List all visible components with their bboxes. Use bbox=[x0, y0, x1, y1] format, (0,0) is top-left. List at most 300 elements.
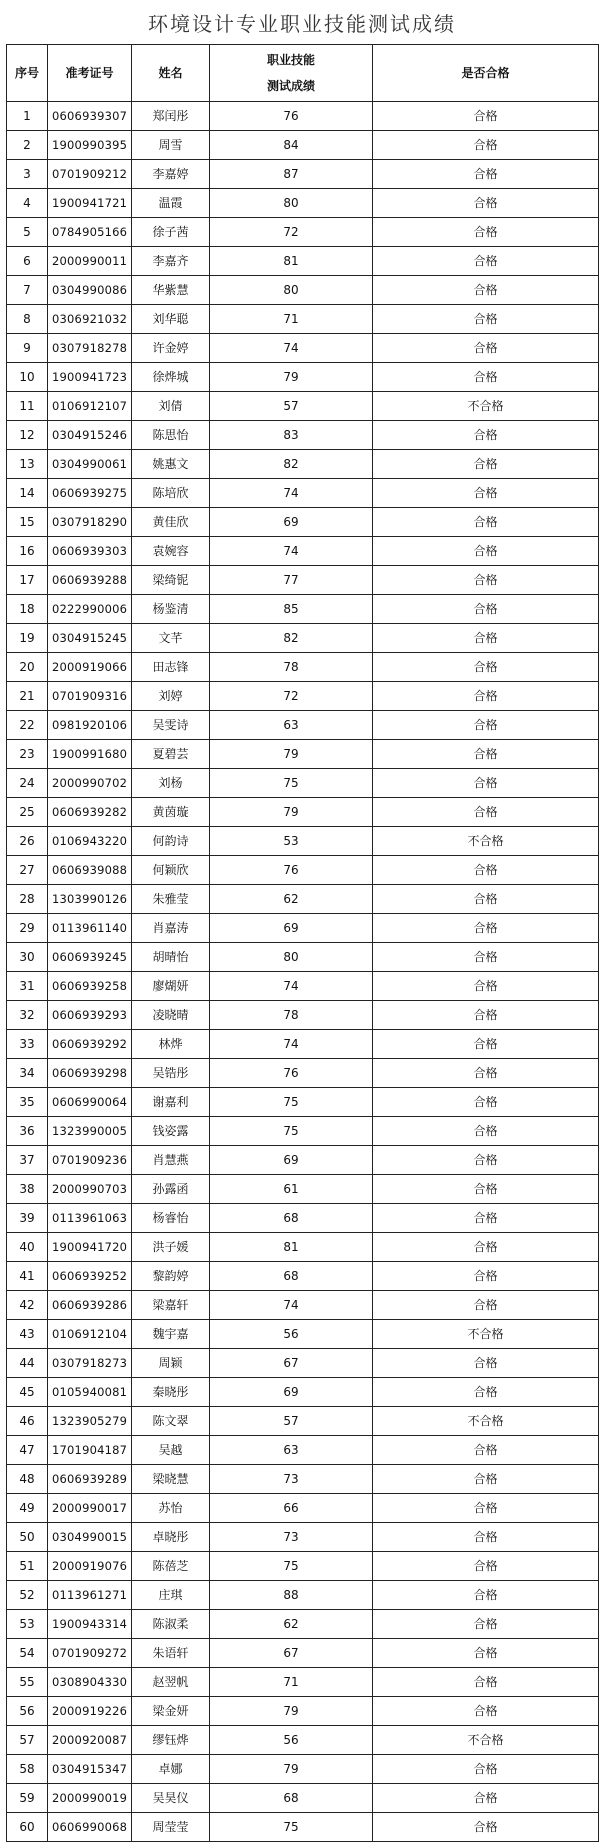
cell-exam-id: 1701904187 bbox=[48, 1436, 132, 1465]
table-row bbox=[7, 1668, 599, 1697]
cell-exam-id: 0304990086 bbox=[48, 276, 132, 305]
cell-no: 50 bbox=[7, 1523, 48, 1552]
cell-name: 梁嘉轩 bbox=[132, 1291, 210, 1320]
cell-score: 75 bbox=[210, 1088, 373, 1117]
cell-pass: 合格 bbox=[373, 1755, 599, 1784]
cell-name: 陈淑柔 bbox=[132, 1610, 210, 1639]
cell-exam-id: 2000990019 bbox=[48, 1784, 132, 1813]
cell-pass: 不合格 bbox=[373, 1726, 599, 1755]
cell-pass: 合格 bbox=[373, 1610, 599, 1639]
cell-pass: 合格 bbox=[373, 218, 599, 247]
cell-score: 62 bbox=[210, 885, 373, 914]
table-row bbox=[7, 885, 599, 914]
table-row bbox=[7, 1784, 599, 1813]
cell-exam-id: 0606939245 bbox=[48, 943, 132, 972]
cell-score: 74 bbox=[210, 1030, 373, 1059]
cell-pass: 合格 bbox=[373, 595, 599, 624]
cell-name: 肖慧燕 bbox=[132, 1146, 210, 1175]
table-row bbox=[7, 305, 599, 334]
cell-name: 廖煳妍 bbox=[132, 972, 210, 1001]
cell-pass: 不合格 bbox=[373, 1320, 599, 1349]
table-row bbox=[7, 1581, 599, 1610]
cell-no: 32 bbox=[7, 1001, 48, 1030]
cell-score: 73 bbox=[210, 1523, 373, 1552]
cell-exam-id: 1900941721 bbox=[48, 189, 132, 218]
cell-name: 黎韵婷 bbox=[132, 1262, 210, 1291]
table-row bbox=[7, 363, 599, 392]
cell-no: 36 bbox=[7, 1117, 48, 1146]
table-row bbox=[7, 1407, 599, 1436]
cell-name: 林烨 bbox=[132, 1030, 210, 1059]
cell-name: 袁婉容 bbox=[132, 537, 210, 566]
cell-score: 79 bbox=[210, 1697, 373, 1726]
cell-no: 14 bbox=[7, 479, 48, 508]
cell-exam-id: 0606939288 bbox=[48, 566, 132, 595]
cell-score: 68 bbox=[210, 1204, 373, 1233]
cell-no: 13 bbox=[7, 450, 48, 479]
cell-no: 3 bbox=[7, 160, 48, 189]
cell-name: 刘婷 bbox=[132, 682, 210, 711]
cell-name: 钱姿露 bbox=[132, 1117, 210, 1146]
cell-no: 21 bbox=[7, 682, 48, 711]
cell-pass: 合格 bbox=[373, 1465, 599, 1494]
table-row bbox=[7, 943, 599, 972]
table-row bbox=[7, 1088, 599, 1117]
cell-score: 74 bbox=[210, 972, 373, 1001]
table-row bbox=[7, 1610, 599, 1639]
table-row bbox=[7, 1262, 599, 1291]
table-row bbox=[7, 1494, 599, 1523]
cell-pass: 合格 bbox=[373, 189, 599, 218]
cell-pass: 合格 bbox=[373, 943, 599, 972]
table-header bbox=[7, 45, 599, 102]
cell-no: 4 bbox=[7, 189, 48, 218]
cell-pass: 合格 bbox=[373, 566, 599, 595]
cell-no: 56 bbox=[7, 1697, 48, 1726]
cell-score: 74 bbox=[210, 537, 373, 566]
cell-score: 81 bbox=[210, 1233, 373, 1262]
table-row bbox=[7, 421, 599, 450]
cell-name: 刘华聪 bbox=[132, 305, 210, 334]
cell-pass: 不合格 bbox=[373, 1407, 599, 1436]
cell-exam-id: 0222990006 bbox=[48, 595, 132, 624]
cell-score: 76 bbox=[210, 1059, 373, 1088]
cell-name: 秦晓彤 bbox=[132, 1378, 210, 1407]
cell-score: 77 bbox=[210, 566, 373, 595]
cell-name: 徐烨城 bbox=[132, 363, 210, 392]
cell-no: 59 bbox=[7, 1784, 48, 1813]
cell-exam-id: 1900943314 bbox=[48, 1610, 132, 1639]
cell-name: 朱雅莹 bbox=[132, 885, 210, 914]
cell-score: 73 bbox=[210, 1465, 373, 1494]
cell-exam-id: 0701909236 bbox=[48, 1146, 132, 1175]
cell-no: 12 bbox=[7, 421, 48, 450]
cell-name: 杨鉴清 bbox=[132, 595, 210, 624]
cell-score: 88 bbox=[210, 1581, 373, 1610]
cell-pass: 合格 bbox=[373, 102, 599, 131]
table-row bbox=[7, 1291, 599, 1320]
cell-no: 27 bbox=[7, 856, 48, 885]
cell-exam-id: 0307918278 bbox=[48, 334, 132, 363]
cell-name: 刘倩 bbox=[132, 392, 210, 421]
cell-score: 74 bbox=[210, 479, 373, 508]
cell-exam-id: 2000919076 bbox=[48, 1552, 132, 1581]
cell-name: 卓晓彤 bbox=[132, 1523, 210, 1552]
cell-exam-id: 0606939286 bbox=[48, 1291, 132, 1320]
cell-name: 周莹莹 bbox=[132, 1813, 210, 1842]
cell-name: 梁晓慧 bbox=[132, 1465, 210, 1494]
cell-exam-id: 2000990017 bbox=[48, 1494, 132, 1523]
cell-exam-id: 0304990061 bbox=[48, 450, 132, 479]
cell-no: 17 bbox=[7, 566, 48, 595]
cell-exam-id: 0606990064 bbox=[48, 1088, 132, 1117]
cell-no: 23 bbox=[7, 740, 48, 769]
cell-exam-id: 0701909272 bbox=[48, 1639, 132, 1668]
table-row bbox=[7, 798, 599, 827]
cell-name: 陈培欣 bbox=[132, 479, 210, 508]
cell-no: 20 bbox=[7, 653, 48, 682]
table-row bbox=[7, 276, 599, 305]
cell-no: 33 bbox=[7, 1030, 48, 1059]
cell-pass: 合格 bbox=[373, 1378, 599, 1407]
cell-pass: 合格 bbox=[373, 1523, 599, 1552]
cell-exam-id: 0113961140 bbox=[48, 914, 132, 943]
cell-pass: 合格 bbox=[373, 711, 599, 740]
cell-score: 85 bbox=[210, 595, 373, 624]
table-row bbox=[7, 682, 599, 711]
cell-pass: 不合格 bbox=[373, 392, 599, 421]
table-row bbox=[7, 1001, 599, 1030]
cell-pass: 合格 bbox=[373, 363, 599, 392]
cell-exam-id: 0304990015 bbox=[48, 1523, 132, 1552]
table-row bbox=[7, 508, 599, 537]
table-row bbox=[7, 624, 599, 653]
cell-name: 徐子茜 bbox=[132, 218, 210, 247]
cell-no: 15 bbox=[7, 508, 48, 537]
cell-score: 78 bbox=[210, 1001, 373, 1030]
cell-pass: 合格 bbox=[373, 1204, 599, 1233]
cell-pass: 合格 bbox=[373, 769, 599, 798]
table-body bbox=[7, 102, 599, 1842]
cell-score: 68 bbox=[210, 1784, 373, 1813]
table-row bbox=[7, 1697, 599, 1726]
cell-exam-id: 1323905279 bbox=[48, 1407, 132, 1436]
cell-score: 57 bbox=[210, 1407, 373, 1436]
cell-no: 18 bbox=[7, 595, 48, 624]
cell-pass: 合格 bbox=[373, 1059, 599, 1088]
cell-name: 郑闰彤 bbox=[132, 102, 210, 131]
cell-name: 吴锆彤 bbox=[132, 1059, 210, 1088]
cell-pass: 合格 bbox=[373, 885, 599, 914]
cell-exam-id: 0113961063 bbox=[48, 1204, 132, 1233]
table-row bbox=[7, 1726, 599, 1755]
cell-pass: 合格 bbox=[373, 508, 599, 537]
cell-no: 57 bbox=[7, 1726, 48, 1755]
cell-name: 胡晴怡 bbox=[132, 943, 210, 972]
cell-pass: 合格 bbox=[373, 1784, 599, 1813]
cell-no: 9 bbox=[7, 334, 48, 363]
cell-score: 57 bbox=[210, 392, 373, 421]
cell-no: 38 bbox=[7, 1175, 48, 1204]
cell-name: 华紫慧 bbox=[132, 276, 210, 305]
cell-pass: 合格 bbox=[373, 334, 599, 363]
cell-pass: 合格 bbox=[373, 1581, 599, 1610]
cell-no: 37 bbox=[7, 1146, 48, 1175]
cell-pass: 合格 bbox=[373, 624, 599, 653]
cell-name: 夏碧芸 bbox=[132, 740, 210, 769]
cell-pass: 合格 bbox=[373, 1175, 599, 1204]
table-row bbox=[7, 1755, 599, 1784]
cell-exam-id: 0304915246 bbox=[48, 421, 132, 450]
table-row bbox=[7, 1030, 599, 1059]
cell-exam-id: 0307918273 bbox=[48, 1349, 132, 1378]
cell-pass: 合格 bbox=[373, 914, 599, 943]
cell-name: 吴越 bbox=[132, 1436, 210, 1465]
cell-pass: 合格 bbox=[373, 1436, 599, 1465]
cell-exam-id: 0308904330 bbox=[48, 1668, 132, 1697]
cell-exam-id: 1303990126 bbox=[48, 885, 132, 914]
cell-no: 46 bbox=[7, 1407, 48, 1436]
cell-no: 42 bbox=[7, 1291, 48, 1320]
cell-score: 75 bbox=[210, 1813, 373, 1842]
table-row bbox=[7, 653, 599, 682]
cell-name: 何颖欣 bbox=[132, 856, 210, 885]
table-row bbox=[7, 1523, 599, 1552]
cell-score: 82 bbox=[210, 450, 373, 479]
cell-name: 梁金妍 bbox=[132, 1697, 210, 1726]
cell-name: 吴雯诗 bbox=[132, 711, 210, 740]
cell-no: 11 bbox=[7, 392, 48, 421]
cell-exam-id: 0606990068 bbox=[48, 1813, 132, 1842]
cell-score: 61 bbox=[210, 1175, 373, 1204]
cell-no: 16 bbox=[7, 537, 48, 566]
cell-exam-id: 0106912104 bbox=[48, 1320, 132, 1349]
cell-name: 吴昊仪 bbox=[132, 1784, 210, 1813]
cell-pass: 合格 bbox=[373, 1088, 599, 1117]
header-no: 序号 bbox=[7, 45, 48, 102]
cell-name: 朱语轩 bbox=[132, 1639, 210, 1668]
cell-exam-id: 2000990702 bbox=[48, 769, 132, 798]
cell-score: 81 bbox=[210, 247, 373, 276]
cell-exam-id: 0606939252 bbox=[48, 1262, 132, 1291]
table-row bbox=[7, 131, 599, 160]
cell-exam-id: 0307918290 bbox=[48, 508, 132, 537]
cell-name: 何韵诗 bbox=[132, 827, 210, 856]
header-score bbox=[210, 45, 373, 102]
cell-no: 51 bbox=[7, 1552, 48, 1581]
cell-name: 李嘉齐 bbox=[132, 247, 210, 276]
cell-score: 74 bbox=[210, 1291, 373, 1320]
cell-exam-id: 1323990005 bbox=[48, 1117, 132, 1146]
cell-exam-id: 0304915347 bbox=[48, 1755, 132, 1784]
cell-name: 卓娜 bbox=[132, 1755, 210, 1784]
cell-name: 梁绮铌 bbox=[132, 566, 210, 595]
cell-score: 80 bbox=[210, 276, 373, 305]
table-row bbox=[7, 218, 599, 247]
cell-name: 黄佳欣 bbox=[132, 508, 210, 537]
cell-no: 28 bbox=[7, 885, 48, 914]
cell-score: 82 bbox=[210, 624, 373, 653]
table-row bbox=[7, 595, 599, 624]
cell-score: 63 bbox=[210, 1436, 373, 1465]
cell-score: 76 bbox=[210, 102, 373, 131]
cell-name: 刘杨 bbox=[132, 769, 210, 798]
cell-no: 24 bbox=[7, 769, 48, 798]
cell-name: 魏宇嘉 bbox=[132, 1320, 210, 1349]
cell-name: 肖嘉涛 bbox=[132, 914, 210, 943]
table-row bbox=[7, 1552, 599, 1581]
table-row bbox=[7, 334, 599, 363]
cell-exam-id: 0606939282 bbox=[48, 798, 132, 827]
page-title: 环境设计专业职业技能测试成绩 bbox=[148, 12, 456, 36]
cell-exam-id: 0606939292 bbox=[48, 1030, 132, 1059]
cell-no: 43 bbox=[7, 1320, 48, 1349]
cell-name: 庄琪 bbox=[132, 1581, 210, 1610]
cell-score: 53 bbox=[210, 827, 373, 856]
cell-pass: 合格 bbox=[373, 856, 599, 885]
cell-no: 8 bbox=[7, 305, 48, 334]
table-row bbox=[7, 1059, 599, 1088]
table-row bbox=[7, 160, 599, 189]
cell-no: 47 bbox=[7, 1436, 48, 1465]
cell-no: 54 bbox=[7, 1639, 48, 1668]
cell-exam-id: 1900990395 bbox=[48, 131, 132, 160]
cell-name: 凌晓晴 bbox=[132, 1001, 210, 1030]
header-name: 姓名 bbox=[132, 45, 210, 102]
table-row bbox=[7, 827, 599, 856]
cell-no: 25 bbox=[7, 798, 48, 827]
cell-exam-id: 2000990011 bbox=[48, 247, 132, 276]
cell-exam-id: 0784905166 bbox=[48, 218, 132, 247]
cell-exam-id: 0606939293 bbox=[48, 1001, 132, 1030]
table-row bbox=[7, 972, 599, 1001]
cell-score: 83 bbox=[210, 421, 373, 450]
cell-pass: 合格 bbox=[373, 1117, 599, 1146]
cell-name: 许金婷 bbox=[132, 334, 210, 363]
cell-pass: 合格 bbox=[373, 1233, 599, 1262]
cell-exam-id: 0306921032 bbox=[48, 305, 132, 334]
table-row bbox=[7, 740, 599, 769]
table-row bbox=[7, 711, 599, 740]
cell-pass: 合格 bbox=[373, 1262, 599, 1291]
header-row bbox=[7, 45, 599, 102]
cell-score: 68 bbox=[210, 1262, 373, 1291]
cell-score: 63 bbox=[210, 711, 373, 740]
table-row bbox=[7, 566, 599, 595]
cell-name: 姚惠文 bbox=[132, 450, 210, 479]
cell-score: 78 bbox=[210, 653, 373, 682]
table-row bbox=[7, 914, 599, 943]
table-row bbox=[7, 1813, 599, 1842]
cell-score: 79 bbox=[210, 740, 373, 769]
cell-score: 72 bbox=[210, 218, 373, 247]
cell-name: 杨睿怡 bbox=[132, 1204, 210, 1233]
cell-no: 6 bbox=[7, 247, 48, 276]
cell-no: 2 bbox=[7, 131, 48, 160]
cell-exam-id: 0113961271 bbox=[48, 1581, 132, 1610]
cell-score: 87 bbox=[210, 160, 373, 189]
cell-exam-id: 0606939088 bbox=[48, 856, 132, 885]
cell-exam-id: 0606939258 bbox=[48, 972, 132, 1001]
header-score-line2: 测试成绩 bbox=[266, 79, 315, 93]
cell-score: 79 bbox=[210, 1755, 373, 1784]
cell-exam-id: 0106912107 bbox=[48, 392, 132, 421]
cell-name: 洪子媛 bbox=[132, 1233, 210, 1262]
cell-pass: 合格 bbox=[373, 1349, 599, 1378]
cell-exam-id: 0606939303 bbox=[48, 537, 132, 566]
header-exam-id: 准考证号 bbox=[48, 45, 132, 102]
cell-exam-id: 0701909212 bbox=[48, 160, 132, 189]
cell-no: 19 bbox=[7, 624, 48, 653]
cell-no: 22 bbox=[7, 711, 48, 740]
cell-exam-id: 2000920087 bbox=[48, 1726, 132, 1755]
table-row bbox=[7, 1233, 599, 1262]
cell-score: 84 bbox=[210, 131, 373, 160]
cell-no: 30 bbox=[7, 943, 48, 972]
table-row bbox=[7, 189, 599, 218]
table-row bbox=[7, 1436, 599, 1465]
table-row bbox=[7, 102, 599, 131]
cell-name: 田志锋 bbox=[132, 653, 210, 682]
table-row bbox=[7, 537, 599, 566]
cell-exam-id: 0606939275 bbox=[48, 479, 132, 508]
cell-exam-id: 2000919226 bbox=[48, 1697, 132, 1726]
cell-exam-id: 0105940081 bbox=[48, 1378, 132, 1407]
cell-pass: 合格 bbox=[373, 131, 599, 160]
cell-exam-id: 1900941720 bbox=[48, 1233, 132, 1262]
cell-pass: 合格 bbox=[373, 421, 599, 450]
cell-score: 80 bbox=[210, 943, 373, 972]
cell-name: 孙露函 bbox=[132, 1175, 210, 1204]
cell-no: 1 bbox=[7, 102, 48, 131]
cell-name: 陈思怡 bbox=[132, 421, 210, 450]
table-row bbox=[7, 1378, 599, 1407]
cell-exam-id: 0606939289 bbox=[48, 1465, 132, 1494]
cell-name: 陈蓓芝 bbox=[132, 1552, 210, 1581]
cell-name: 缪钰烨 bbox=[132, 1726, 210, 1755]
cell-score: 79 bbox=[210, 798, 373, 827]
cell-no: 5 bbox=[7, 218, 48, 247]
cell-pass: 合格 bbox=[373, 682, 599, 711]
cell-score: 67 bbox=[210, 1349, 373, 1378]
cell-no: 53 bbox=[7, 1610, 48, 1639]
cell-pass: 合格 bbox=[373, 479, 599, 508]
cell-pass: 合格 bbox=[373, 160, 599, 189]
cell-score: 69 bbox=[210, 914, 373, 943]
cell-score: 56 bbox=[210, 1320, 373, 1349]
cell-name: 李嘉婷 bbox=[132, 160, 210, 189]
cell-score: 62 bbox=[210, 1610, 373, 1639]
cell-pass: 合格 bbox=[373, 305, 599, 334]
cell-pass: 合格 bbox=[373, 1146, 599, 1175]
cell-exam-id: 0304915245 bbox=[48, 624, 132, 653]
cell-pass: 不合格 bbox=[373, 827, 599, 856]
cell-score: 71 bbox=[210, 1668, 373, 1697]
table-row bbox=[7, 1175, 599, 1204]
cell-pass: 合格 bbox=[373, 798, 599, 827]
table-row bbox=[7, 1204, 599, 1233]
cell-no: 48 bbox=[7, 1465, 48, 1494]
cell-name: 文芊 bbox=[132, 624, 210, 653]
cell-score: 75 bbox=[210, 769, 373, 798]
cell-no: 29 bbox=[7, 914, 48, 943]
header-score-line1: 职业技能 bbox=[266, 53, 315, 67]
cell-score: 67 bbox=[210, 1639, 373, 1668]
table-row bbox=[7, 856, 599, 885]
cell-exam-id: 0606939307 bbox=[48, 102, 132, 131]
cell-pass: 合格 bbox=[373, 247, 599, 276]
cell-name: 苏怡 bbox=[132, 1494, 210, 1523]
